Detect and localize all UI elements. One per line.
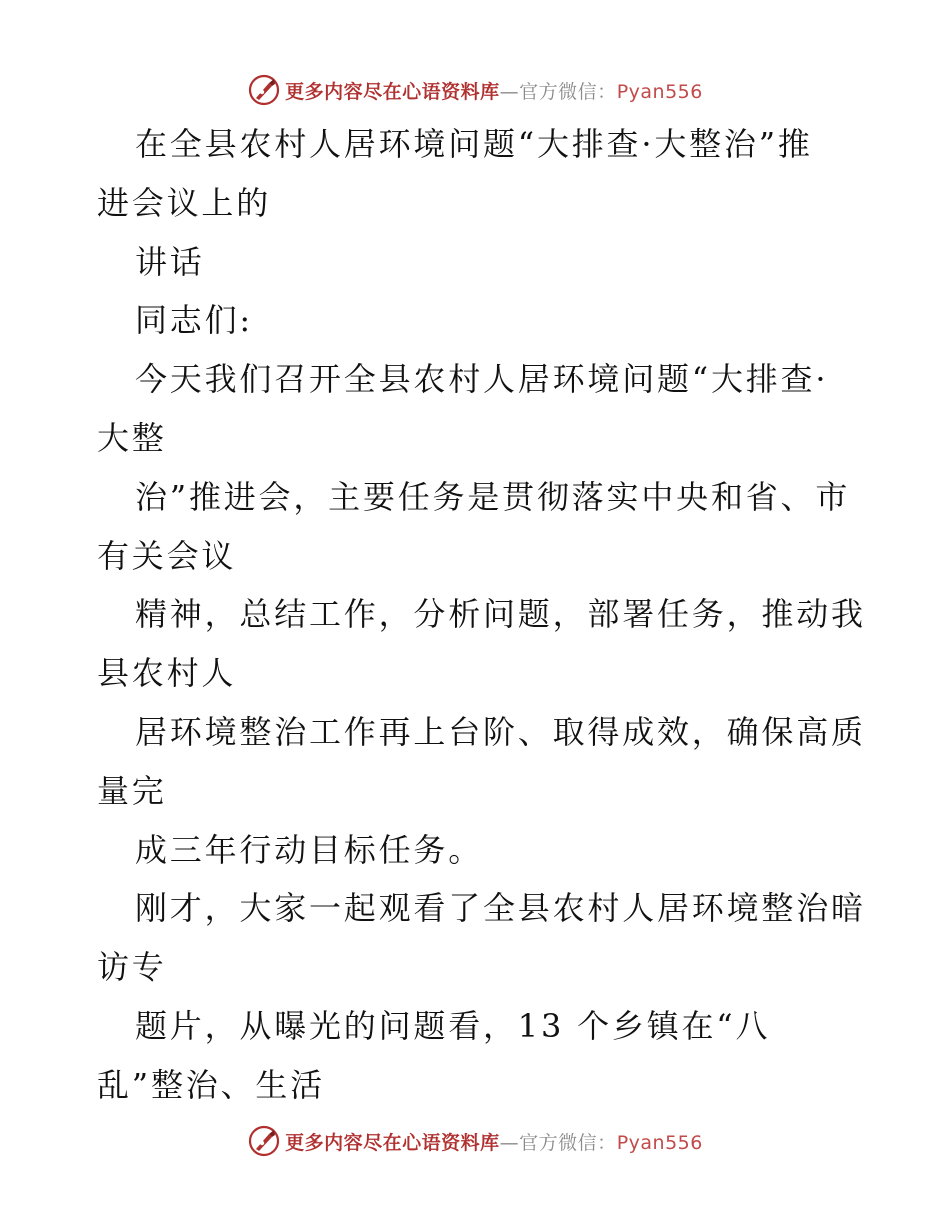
text-line: 有关会议 — [97, 536, 237, 575]
text-line: 同志们: — [135, 301, 253, 340]
text-line: 在全县农村人居环境问题“大排查·大整治”推 — [135, 125, 813, 163]
text-line: 县农村人 — [97, 654, 237, 693]
text-line: 量完 — [97, 771, 167, 810]
watermark-group — [247, 73, 703, 107]
text-line: 精神，总结工作，分析问题，部署任务，推动我 — [135, 595, 866, 634]
text-line: 讲话 — [135, 242, 205, 281]
watermark-site-name: 更多内容尽在心语资料库 — [285, 80, 500, 103]
text-line: 大整 — [97, 418, 167, 457]
watermark-wechat-id: Pyan556 — [616, 1131, 703, 1154]
header-watermark — [0, 70, 950, 110]
text-line: 刚才，大家一起观看了全县农村人居环境整治暗 — [135, 889, 866, 928]
watermark-wechat-label: —官方微信： — [499, 1131, 617, 1154]
watermark-text — [285, 1128, 703, 1155]
quill-pen-logo-icon — [247, 73, 281, 107]
text-line: 成三年行动目标任务。 — [135, 830, 484, 869]
footer-watermark — [0, 1121, 950, 1161]
watermark-wechat-label: —官方微信： — [499, 80, 617, 103]
text-line: 访专 — [97, 948, 167, 987]
watermark-wechat-id: Pyan556 — [616, 80, 703, 103]
text-line: 治”推进会，主要任务是贯彻落实中央和省、市 — [135, 477, 851, 516]
quill-pen-logo-icon — [247, 1124, 281, 1158]
text-line: 乱”整治、生活 — [97, 1065, 325, 1104]
text-line: 进会议上的 — [97, 183, 272, 222]
watermark-text — [285, 77, 703, 104]
text-line: 居环境整治工作再上台阶、取得成效，确保高质 — [135, 712, 866, 751]
document-body — [97, 115, 866, 1115]
text-line: 今天我们召开全县农村人居环境问题“大排查· — [135, 360, 829, 399]
watermark-site-name: 更多内容尽在心语资料库 — [285, 1131, 500, 1154]
watermark-group — [247, 1124, 703, 1158]
text-line: 题片，从曝光的问题看，13 个乡镇在“八 — [135, 1006, 771, 1045]
